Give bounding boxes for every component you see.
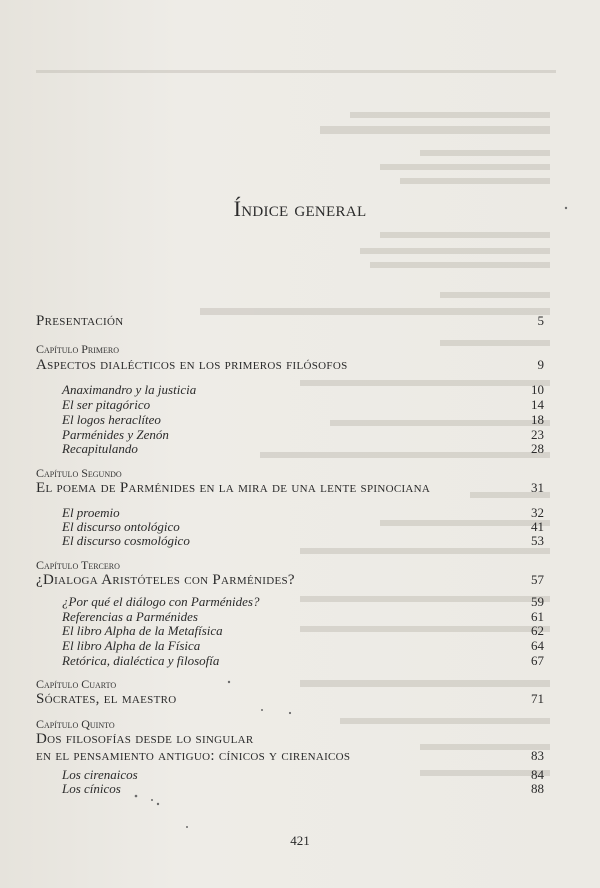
toc-entry-page: 67 <box>531 653 544 668</box>
toc-entry-page: 32 <box>531 505 544 520</box>
toc-entry-title: El poema de Parménides en la mira de una lente spinociana <box>36 480 431 496</box>
toc-entry-page: 88 <box>531 781 544 796</box>
toc-entry-page: 71 <box>531 691 544 706</box>
toc-entry-title: Aspectos dialécticos en los primeros filósofos <box>36 357 348 373</box>
toc-entry-title: en el pensamiento antiguo: cínicos y cirenaicos <box>36 748 351 764</box>
toc-entry-page: 10 <box>531 382 544 397</box>
toc-entry-section <box>62 653 544 669</box>
toc-entry-title: El ser pitagórico <box>62 397 151 412</box>
toc-entry-title: El logos heraclíteo <box>62 412 161 427</box>
toc-entry-chapter <box>36 691 544 708</box>
toc-entry-section <box>62 441 544 457</box>
toc-entry-title: Retórica, dialéctica y filosofía <box>62 653 220 668</box>
toc-entry-title: El discurso cosmológico <box>62 533 190 548</box>
toc-entry-chapter <box>36 572 544 589</box>
toc-entry-page: 31 <box>531 480 544 495</box>
toc-entry-title: Anaximandro y la justicia <box>62 382 197 397</box>
toc-entry-page: 59 <box>531 594 544 609</box>
toc-entry-page: 18 <box>531 412 544 427</box>
chapter-label: Capítulo Tercero <box>36 558 120 572</box>
toc-entry-title: Los cirenaicos <box>62 767 138 782</box>
chapter-label: Capítulo Segundo <box>36 466 122 480</box>
toc-entry-presentation <box>36 313 544 330</box>
toc-entry-title: Parménides y Zenón <box>62 427 169 442</box>
index-heading: Índice general <box>233 196 367 221</box>
toc-entry-page: 9 <box>537 357 544 372</box>
toc-entry-page: 61 <box>531 609 544 624</box>
toc-entry-title: El proemio <box>62 505 120 520</box>
toc-entry-title: Dos filosofías desde lo singular <box>36 731 254 747</box>
toc-entry-chapter-line1 <box>36 731 544 748</box>
toc-entry-page: 41 <box>531 519 544 534</box>
toc-entry-page: 62 <box>531 623 544 638</box>
toc-entry-chapter <box>36 748 544 765</box>
toc-entry-title: ¿Por qué el diálogo con Parménides? <box>62 594 260 609</box>
toc-entry-page: 5 <box>537 313 544 328</box>
toc-entry-section <box>62 638 544 654</box>
toc-entry-title: El libro Alpha de la Metafísica <box>62 623 223 638</box>
toc-entry-section <box>62 397 544 413</box>
chapter-label: Capítulo Quinto <box>36 717 115 731</box>
toc-entry-title: ¿Dialoga Aristóteles con Parménides? <box>36 572 295 588</box>
toc-entry-chapter <box>36 357 544 374</box>
chapter-label: Capítulo Primero <box>36 342 120 356</box>
toc-entry-page: 84 <box>531 767 544 782</box>
toc-entry-title: Los cínicos <box>62 781 121 796</box>
toc-entry-page: 83 <box>531 748 544 763</box>
toc-entry-page: 14 <box>531 397 544 412</box>
toc-entry-page: 57 <box>531 572 544 587</box>
toc-entry-page: 28 <box>531 441 544 456</box>
toc-entry-title: Presentación <box>36 313 124 329</box>
toc-entry-section <box>62 382 544 398</box>
toc-entry-page: 53 <box>531 533 544 548</box>
toc-entry-section <box>62 781 544 797</box>
toc-entry-section <box>62 623 544 639</box>
toc-entry-title: El discurso ontológico <box>62 519 180 534</box>
toc-entry-title: Recapitulando <box>62 441 138 456</box>
toc-entry-title: Referencias a Parménides <box>62 609 198 624</box>
toc-entry-chapter <box>36 480 544 497</box>
toc-entry-section <box>62 594 544 610</box>
toc-entry-title: Sócrates, el maestro <box>36 691 177 707</box>
toc-entry-section <box>62 412 544 428</box>
toc-entry-title: El libro Alpha de la Física <box>62 638 201 653</box>
page-number: 421 <box>290 833 310 848</box>
toc-entry-page: 64 <box>531 638 544 653</box>
toc-entry-section <box>62 533 544 549</box>
chapter-label: Capítulo Cuarto <box>36 677 117 691</box>
toc-entry-page: 23 <box>531 427 544 442</box>
